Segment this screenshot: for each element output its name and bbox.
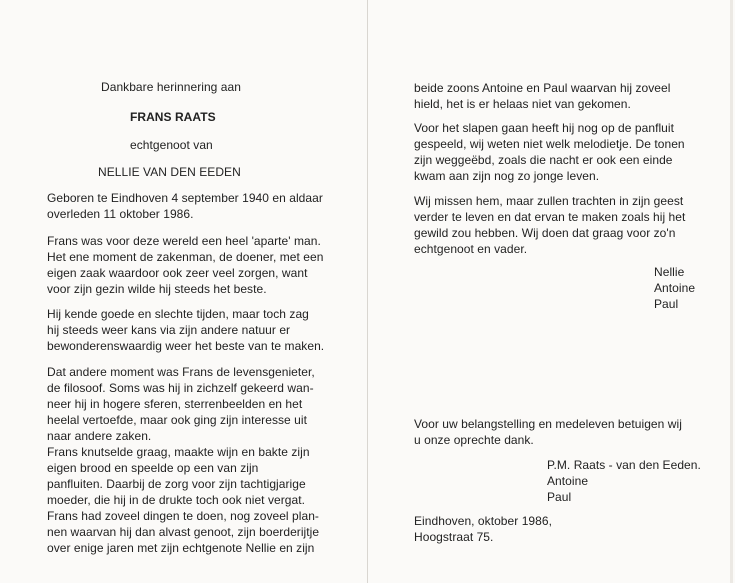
signature-line: Paul — [547, 490, 572, 504]
paragraph-line: gewild zou hebben. Wij doen dat graag voor zo'n — [414, 226, 676, 240]
paragraph-line: voor zijn gezin wilde hij steeds het beste. — [47, 282, 267, 296]
paragraph-line: kwam aan zijn nog zo jonge leven. — [414, 169, 600, 183]
paragraph-line: Dat andere moment was Frans de levensgenieter, — [47, 365, 315, 379]
place-date-line: Eindhoven, oktober 1986, — [414, 514, 552, 528]
signature-line: P.M. Raats - van den Eeden. — [547, 458, 701, 472]
address-line: Hoogstraat 75. — [414, 530, 494, 544]
page-edge — [730, 0, 733, 583]
paragraph-line: panfluiten. Daarbij de zorg voor zijn tachtigjarige — [47, 477, 306, 491]
paragraph-line: over enige jaren met zijn echtgenote Nellie en zijn — [47, 541, 315, 555]
family-name: Paul — [654, 297, 679, 311]
family-name: Nellie — [654, 265, 685, 279]
thanks-line: Voor uw belangstelling en medeleven betuigen wij — [414, 417, 682, 431]
family-name: Antoine — [654, 281, 696, 295]
paragraph-line: echtgenoot en vader. — [414, 242, 528, 256]
paragraph-line: gespeeld, wij weten niet welk melodietje. De tonen — [414, 137, 685, 151]
paragraph-line: heelal vertoefde, maar ook ging zijn interesse uit — [47, 413, 307, 427]
paragraph-line: verder te leven en dat ervan te maken zoals hij het — [414, 210, 686, 224]
paragraph-line: beide zoons Antoine en Paul waarvan hij zoveel — [414, 81, 671, 95]
birth-line: Geboren te Eindhoven 4 september 1940 en aldaar — [47, 191, 323, 205]
paragraph-line: Wij missen hem, maar zullen trachten in zijn geest — [414, 194, 684, 208]
paragraph-line: moeder, die hij in de drukte toch ook niet vergat. — [47, 493, 305, 507]
paragraph-line: Frans had zoveel dingen te doen, nog zoveel plan- — [47, 509, 319, 523]
paragraph-line: hield, het is er helaas niet van gekomen. — [414, 97, 631, 111]
paragraph-line: eigen zaak waardoor ook zeer veel zorgen, want — [47, 266, 308, 280]
deceased-name: FRANS RAATS — [130, 110, 216, 124]
thanks-line: u onze oprechte dank. — [414, 433, 534, 447]
paragraph-line: eigen brood en speelde op een van zijn — [47, 461, 259, 475]
relation-label: echtgenoot van — [130, 138, 213, 152]
paragraph-line: Het ene moment de zakenman, de doener, met een — [47, 250, 324, 264]
signature-line: Antoine — [547, 474, 589, 488]
paragraph-line: de filosoof. Soms was hij in zichzelf gekeerd wan- — [47, 381, 314, 395]
card-title: Dankbare herinnering aan — [101, 80, 241, 94]
paragraph-line: naar andere zaken. — [47, 429, 152, 443]
paragraph-line: bewonderenswaardig weer het beste van te maken. — [47, 339, 325, 353]
paragraph-line: Frans knutselde graag, maakte wijn en bakte zijn — [47, 445, 310, 459]
paragraph-line: Hij kende goede en slechte tijden, maar toch zag — [47, 307, 309, 321]
paragraph-line: Frans was voor deze wereld een heel 'aparte' man. — [47, 234, 321, 248]
card-fold-line — [367, 0, 368, 583]
paragraph-line: zijn weggeëbd, zoals die nacht er ook een einde — [414, 153, 673, 167]
paragraph-line: neer hij in hogere sferen, sterrenbeelden en het — [47, 397, 303, 411]
paragraph-line: Voor het slapen gaan heeft hij nog op de panfluit — [414, 121, 674, 135]
spouse-name: NELLIE VAN DEN EEDEN — [98, 165, 241, 179]
paragraph-line: nen waarvan hij dan alvast genoot, zijn boerderijtje — [47, 525, 320, 539]
paragraph-line: hij steeds weer kans via zijn andere natuur er — [47, 323, 291, 337]
birth-line: overleden 11 oktober 1986. — [47, 207, 194, 221]
